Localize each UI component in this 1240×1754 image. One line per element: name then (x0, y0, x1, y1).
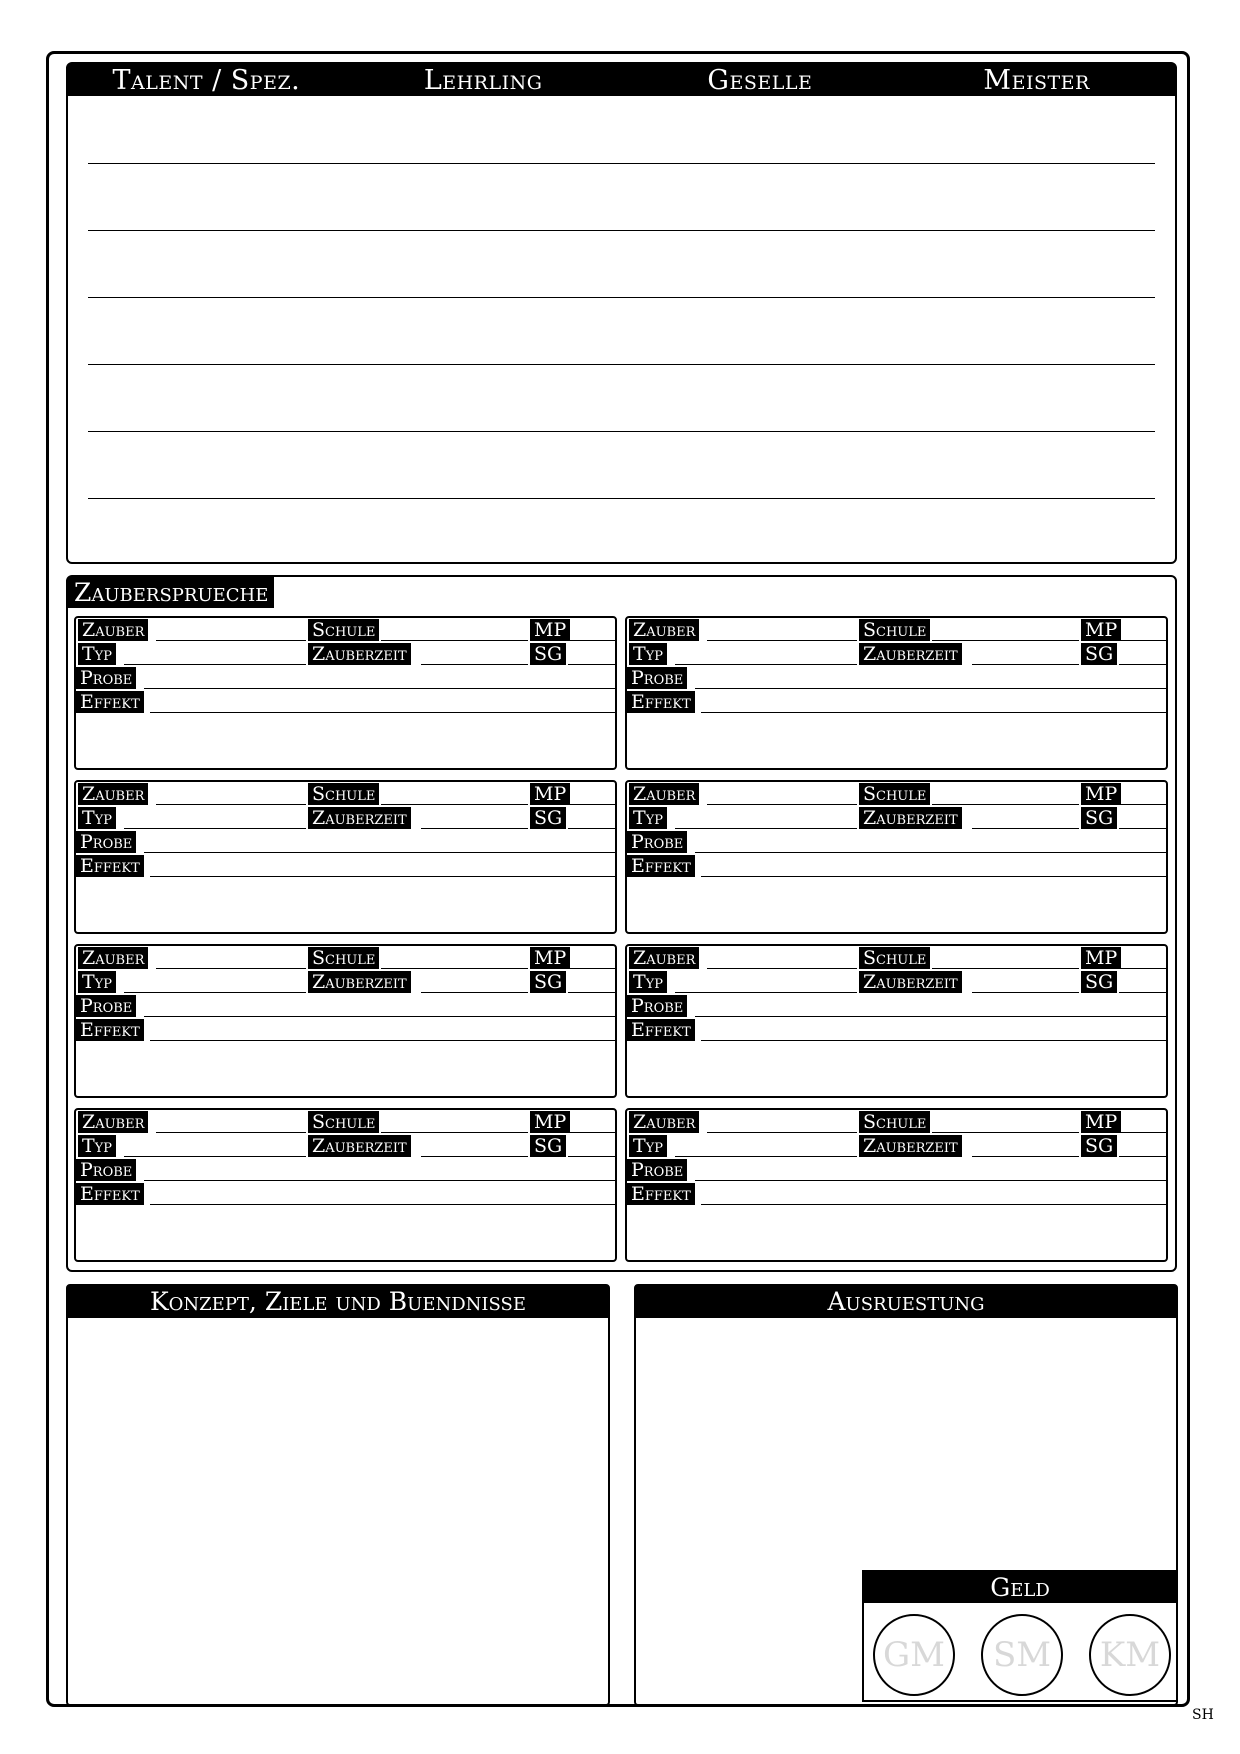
label-sg: SG (530, 807, 566, 829)
spell-card (74, 780, 617, 934)
probe-field[interactable] (695, 1016, 1166, 1017)
label-sg: SG (1081, 643, 1117, 665)
probe-field[interactable] (144, 688, 615, 689)
label-probe: Probe (627, 995, 687, 1017)
effekt-field[interactable] (701, 712, 1166, 713)
talent-row-line[interactable] (88, 163, 1155, 164)
label-schule: Schule (308, 947, 379, 969)
spell-card (625, 944, 1168, 1098)
zauber-field[interactable] (156, 968, 306, 969)
mp-field[interactable] (1119, 640, 1166, 641)
label-effekt: Effekt (627, 1019, 695, 1041)
label-effekt: Effekt (76, 855, 144, 877)
effekt-field[interactable] (701, 1040, 1166, 1041)
spells-title: Zaubersprueche (68, 577, 274, 608)
coin-km[interactable]: KM (1089, 1614, 1171, 1696)
probe-field[interactable] (144, 1016, 615, 1017)
money-title: Geld (864, 1572, 1176, 1603)
money-box (862, 1570, 1178, 1702)
zauberzeit-field[interactable] (421, 992, 528, 993)
mp-field[interactable] (568, 640, 615, 641)
label-typ: Typ (629, 807, 667, 829)
label-effekt: Effekt (627, 1183, 695, 1205)
zauber-field[interactable] (156, 640, 306, 641)
label-probe: Probe (76, 667, 136, 689)
label-mp: MP (530, 1111, 570, 1133)
label-typ: Typ (629, 971, 667, 993)
typ-field[interactable] (124, 992, 306, 993)
label-probe: Probe (627, 831, 687, 853)
label-schule: Schule (308, 783, 379, 805)
label-zauber: Zauber (629, 1111, 699, 1133)
typ-field[interactable] (124, 828, 306, 829)
typ-field[interactable] (675, 664, 857, 665)
typ-field[interactable] (124, 664, 306, 665)
label-mp: MP (530, 947, 570, 969)
spell-card (625, 1108, 1168, 1262)
label-typ: Typ (629, 643, 667, 665)
sg-field[interactable] (1119, 992, 1166, 993)
label-typ: Typ (78, 643, 116, 665)
talent-header-talent: Talent / Spez. (112, 64, 301, 96)
label-mp: MP (1081, 619, 1121, 641)
label-zauberzeit: Zauberzeit (859, 1135, 962, 1157)
label-sg: SG (1081, 807, 1117, 829)
coin-sm[interactable]: SM (981, 1614, 1063, 1696)
label-zauber: Zauber (78, 1111, 148, 1133)
probe-field[interactable] (695, 852, 1166, 853)
label-zauberzeit: Zauberzeit (859, 971, 962, 993)
talent-row-line[interactable] (88, 431, 1155, 432)
label-mp: MP (530, 783, 570, 805)
talent-row-line[interactable] (88, 498, 1155, 499)
coin-gm[interactable]: GM (873, 1614, 955, 1696)
spells-section (66, 575, 1177, 1272)
typ-field[interactable] (124, 1156, 306, 1157)
label-effekt: Effekt (76, 691, 144, 713)
zauberzeit-field[interactable] (972, 664, 1079, 665)
label-schule: Schule (859, 1111, 930, 1133)
label-zauber: Zauber (629, 947, 699, 969)
signature-mark: SH (1192, 1707, 1214, 1723)
talent-header (68, 64, 1175, 96)
mp-field[interactable] (568, 804, 615, 805)
spell-card (74, 944, 617, 1098)
label-probe: Probe (76, 1159, 136, 1181)
probe-field[interactable] (144, 852, 615, 853)
typ-field[interactable] (675, 828, 857, 829)
label-zauber: Zauber (78, 619, 148, 641)
effekt-field[interactable] (150, 1204, 615, 1205)
label-mp: MP (1081, 783, 1121, 805)
talent-header-lehrling: Lehrling (423, 64, 543, 96)
typ-field[interactable] (675, 1156, 857, 1157)
label-probe: Probe (627, 1159, 687, 1181)
label-typ: Typ (629, 1135, 667, 1157)
probe-field[interactable] (695, 1180, 1166, 1181)
label-zauberzeit: Zauberzeit (308, 971, 411, 993)
talent-section (66, 62, 1177, 564)
zauberzeit-field[interactable] (972, 1156, 1079, 1157)
talent-row-line[interactable] (88, 230, 1155, 231)
sg-field[interactable] (1119, 828, 1166, 829)
label-zauberzeit: Zauberzeit (308, 643, 411, 665)
label-effekt: Effekt (76, 1019, 144, 1041)
label-typ: Typ (78, 807, 116, 829)
label-schule: Schule (859, 619, 930, 641)
label-zauberzeit: Zauberzeit (859, 643, 962, 665)
mp-field[interactable] (568, 1132, 615, 1133)
sg-field[interactable] (1119, 664, 1166, 665)
effekt-field[interactable] (150, 712, 615, 713)
label-zauber: Zauber (629, 783, 699, 805)
label-zauberzeit: Zauberzeit (308, 807, 411, 829)
label-typ: Typ (78, 971, 116, 993)
label-mp: MP (530, 619, 570, 641)
label-sg: SG (530, 971, 566, 993)
zauberzeit-field[interactable] (421, 828, 528, 829)
label-probe: Probe (627, 667, 687, 689)
label-zauberzeit: Zauberzeit (859, 807, 962, 829)
label-effekt: Effekt (76, 1183, 144, 1205)
mp-field[interactable] (1119, 968, 1166, 969)
talent-row-line[interactable] (88, 297, 1155, 298)
schule-field[interactable] (381, 804, 528, 805)
schule-field[interactable] (381, 968, 528, 969)
spell-card (625, 780, 1168, 934)
label-sg: SG (530, 643, 566, 665)
mp-field[interactable] (1119, 804, 1166, 805)
effekt-field[interactable] (150, 1040, 615, 1041)
zauber-field[interactable] (707, 804, 857, 805)
label-probe: Probe (76, 831, 136, 853)
schule-field[interactable] (932, 1132, 1079, 1133)
label-probe: Probe (76, 995, 136, 1017)
label-effekt: Effekt (627, 855, 695, 877)
probe-field[interactable] (695, 688, 1166, 689)
schule-field[interactable] (932, 968, 1079, 969)
effekt-field[interactable] (701, 1204, 1166, 1205)
probe-field[interactable] (144, 1180, 615, 1181)
zauberzeit-field[interactable] (421, 664, 528, 665)
spell-card (74, 1108, 617, 1262)
label-typ: Typ (78, 1135, 116, 1157)
spell-card (74, 616, 617, 770)
talent-header-geselle: Geselle (707, 64, 813, 96)
label-effekt: Effekt (627, 691, 695, 713)
zauberzeit-field[interactable] (421, 1156, 528, 1157)
zauber-field[interactable] (707, 640, 857, 641)
label-sg: SG (530, 1135, 566, 1157)
mp-field[interactable] (1119, 1132, 1166, 1133)
label-zauber: Zauber (78, 783, 148, 805)
zauber-field[interactable] (707, 1132, 857, 1133)
label-schule: Schule (859, 783, 930, 805)
spell-card (625, 616, 1168, 770)
label-mp: MP (1081, 1111, 1121, 1133)
sg-field[interactable] (568, 992, 615, 993)
label-mp: MP (1081, 947, 1121, 969)
label-schule: Schule (308, 1111, 379, 1133)
concept-box[interactable] (66, 1284, 610, 1706)
effekt-field[interactable] (150, 876, 615, 877)
equipment-title: Ausruestung (636, 1286, 1176, 1318)
talent-header-meister: Meister (983, 64, 1090, 96)
zauberzeit-field[interactable] (972, 992, 1079, 993)
sg-field[interactable] (568, 1156, 615, 1157)
label-schule: Schule (859, 947, 930, 969)
sg-field[interactable] (1119, 1156, 1166, 1157)
sg-field[interactable] (568, 828, 615, 829)
zauber-field[interactable] (156, 1132, 306, 1133)
label-sg: SG (1081, 971, 1117, 993)
typ-field[interactable] (675, 992, 857, 993)
label-sg: SG (1081, 1135, 1117, 1157)
label-schule: Schule (308, 619, 379, 641)
zauber-field[interactable] (707, 968, 857, 969)
schule-field[interactable] (932, 640, 1079, 641)
schule-field[interactable] (381, 1132, 528, 1133)
schule-field[interactable] (932, 804, 1079, 805)
talent-row-line[interactable] (88, 364, 1155, 365)
schule-field[interactable] (381, 640, 528, 641)
zauberzeit-field[interactable] (972, 828, 1079, 829)
label-zauberzeit: Zauberzeit (308, 1135, 411, 1157)
zauber-field[interactable] (156, 804, 306, 805)
label-zauber: Zauber (629, 619, 699, 641)
sg-field[interactable] (568, 664, 615, 665)
concept-title: Konzept, Ziele und Buendnisse (68, 1286, 608, 1318)
label-zauber: Zauber (78, 947, 148, 969)
mp-field[interactable] (568, 968, 615, 969)
effekt-field[interactable] (701, 876, 1166, 877)
